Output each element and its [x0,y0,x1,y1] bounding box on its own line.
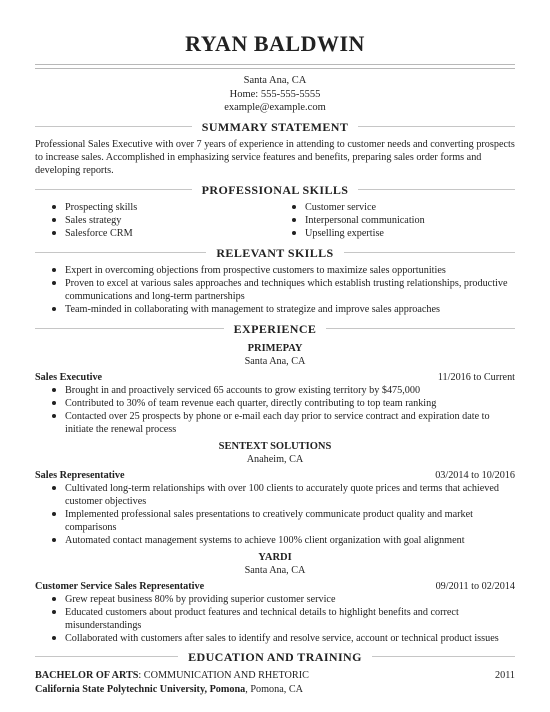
list-item [35,303,515,316]
section-rule-right [358,126,515,127]
list-item [35,277,515,303]
role-row [35,469,515,482]
degree-field: : COMMUNICATION AND RHETORIC [138,669,309,681]
list-item [275,214,515,227]
skill-text: Proven to excel at various sales approaches and techniques which establish trusting relationships, productive communications and long-term partnerships [65,277,508,302]
section-title: PROFESSIONAL SKILLS [201,182,349,197]
list-item [35,606,515,632]
job-title: Customer Service Sales Representative [35,580,205,592]
candidate-name: RYAN BALDWIN [185,31,365,56]
section-title: RELEVANT SKILLS [216,245,334,260]
bullet-icon [52,512,56,516]
list-item [35,593,515,606]
section-rule-left [35,656,178,657]
job-bullets [35,593,515,645]
job-entry-primepay [35,342,515,436]
contact-email: example@example.com [224,102,326,113]
summary-text: Professional Sales Executive with over 7 years of experience in attending to customer needs and converting prospects to increase sales. Accomplished in emphasizing service features and benefits, preparing sales order forms and developing reports. [35,138,515,176]
list-item [35,534,515,547]
skill-text: Customer service [305,201,377,213]
section-rule-right [326,328,515,329]
list-item [35,264,515,277]
bullet-icon [52,231,56,235]
bullet-icon [52,414,56,418]
header-divider [35,64,515,69]
skill-text: Prospecting skills [65,201,138,213]
bullet-icon [292,231,296,235]
skill-text: Sales strategy [65,214,122,226]
list-item [275,201,515,214]
section-title: EDUCATION AND TRAINING [188,649,362,664]
school [35,683,303,696]
role-row [35,371,515,384]
section-header-education [35,648,515,666]
bullet-text: Automated contact management systems to achieve 100% client organization with goal alignment [65,534,465,546]
bullet-text: Cultivated long-term relationships with over 100 clients to accurately quote prices and terms that achieved customer objectives [65,482,499,507]
job-entry-sentext [35,440,515,547]
contact-phone: Home: 555-555-5555 [229,88,321,100]
bullet-text: Grew repeat business 80% by providing superior customer service [65,593,336,605]
employer-name: SENTEXT SOLUTIONS [218,440,332,452]
bullet-text: Implemented professional sales presentations to creatively communicate product quality and market comparisons [65,508,473,533]
list-item [275,227,515,240]
section-header-relevant-skills [35,244,515,262]
job-dates: 09/2011 to 02/2014 [435,580,515,592]
bullet-icon [52,636,56,640]
degree [35,669,309,682]
employer-name: PRIMEPAY [247,342,303,354]
employer-location: Santa Ana, CA [244,564,306,576]
bullet-icon [52,486,56,490]
list-item [35,384,515,397]
list-item [35,227,275,240]
section-header-summary [35,118,515,136]
job-dates: 03/2014 to 10/2016 [435,469,515,481]
skills-column-right [275,201,515,240]
bullet-icon [52,610,56,614]
skill-text: Interpersonal communication [305,214,425,226]
list-item [35,410,515,436]
bullet-icon [52,281,56,285]
school-location: , Pomona, CA [245,683,303,695]
list-item [35,214,275,227]
job-entry-yardi [35,551,515,645]
job-bullets [35,482,515,547]
list-item [35,482,515,508]
job-bullets [35,384,515,436]
skill-text: Expert in overcoming objections from prospective customers to maximize sales opportunities [65,264,446,276]
bullet-icon [52,401,56,405]
section-rule-right [344,252,515,253]
job-title: Sales Executive [35,371,103,383]
section-title: SUMMARY STATEMENT [201,119,349,134]
section-rule-right [372,656,515,657]
bullet-text: Collaborated with customers after sales to identify and resolve service, account or technical product issues [65,632,499,644]
graduation-year: 2011 [495,669,515,681]
list-item [35,508,515,534]
section-title: EXPERIENCE [233,321,317,336]
skill-text: Salesforce CRM [65,227,133,239]
bullet-icon [52,597,56,601]
bullet-text: Contributed to 30% of team revenue each quarter, directly contributing to top team ranking [65,397,437,409]
bullet-icon [292,218,296,222]
skill-text: Upselling expertise [305,227,384,239]
bullet-icon [52,307,56,311]
role-row [35,580,515,593]
bullet-icon [52,388,56,392]
degree-type: BACHELOR OF ARTS [35,669,139,681]
contact-block [35,74,515,115]
job-dates: 11/2016 to Current [437,371,515,383]
section-rule-left [35,252,206,253]
section-rule-left [35,189,192,190]
section-header-professional-skills [35,181,515,199]
employer-name: YARDI [258,551,292,563]
bullet-icon [52,218,56,222]
bullet-icon [52,538,56,542]
job-title: Sales Representative [35,469,125,481]
relevant-skills-block [35,264,515,316]
employer-location: Santa Ana, CA [244,355,306,367]
section-header-experience [35,320,515,338]
section-rule-left [35,126,192,127]
bullet-text: Brought in and proactively serviced 65 accounts to grow existing territory by $475,000 [65,384,421,396]
school-name: California State Polytechnic University, Pomona [35,683,246,695]
bullet-text: Educated customers about product features and technical details to highlight benefits and correct misunderstandings [65,606,459,631]
list-item [35,201,275,214]
professional-skills-grid [35,201,515,240]
section-rule-right [358,189,515,190]
list-item [35,397,515,410]
education-degree-row [35,669,515,682]
bullet-text: Contacted over 25 prospects by phone or e-mail each day prior to service contract and expiration date to initiate the renewal process [65,410,490,435]
bullet-icon [52,205,56,209]
contact-location: Santa Ana, CA [243,75,307,86]
education-school-row [35,683,515,696]
relevant-skills-list [35,264,515,316]
bullet-icon [292,205,296,209]
bullet-icon [52,268,56,272]
list-item [35,632,515,645]
employer-location: Anaheim, CA [246,453,304,465]
section-rule-left [35,328,224,329]
skill-text: Team-minded in collaborating with management to strategize and improve sales approaches [65,303,440,315]
skills-column-left [35,201,275,240]
